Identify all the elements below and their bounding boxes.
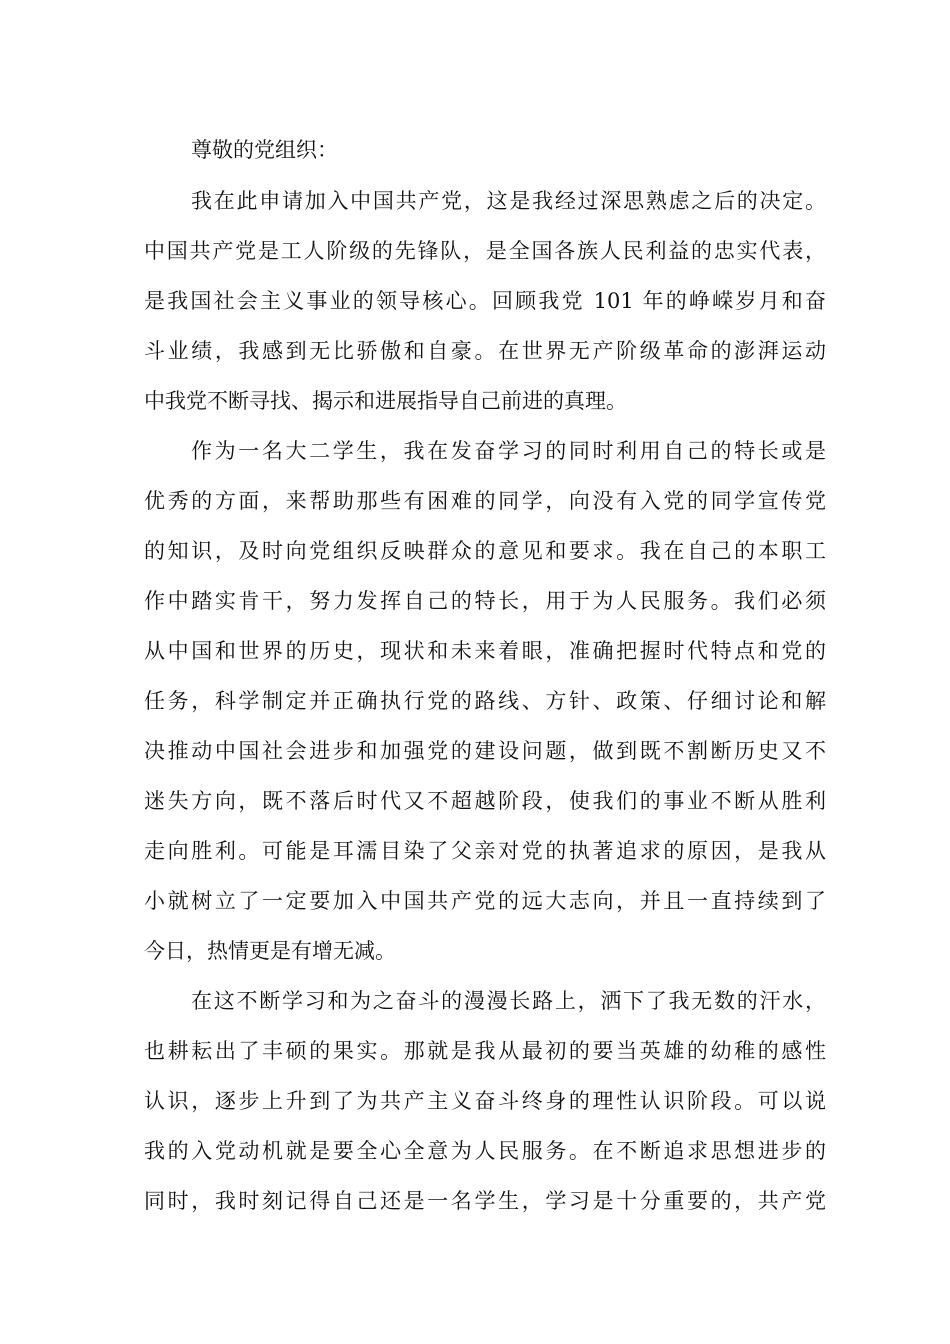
text-line: 也耕耘出了丰硕的果实。那就是我从最初的要当英雄的幼稚的感性 (144, 1039, 826, 1063)
text-line: 在这不断学习和为之奋斗的漫漫长路上，洒下了我无数的汗水， (191, 989, 826, 1013)
text-line: 作为一名大二学生，我在发奋学习的同时利用自己的特长或是 (191, 439, 826, 463)
text-line: 中国共产党是工人阶级的先锋队，是全国各族人民利益的忠实代表， (144, 239, 826, 263)
text-line: 我的入党动机就是要全心全意为人民服务。在不断追求思想进步的 (144, 1139, 826, 1163)
text-line: 迷失方向，既不落后时代又不超越阶段，使我们的事业不断从胜利 (144, 789, 826, 813)
text-line: 优秀的方面，来帮助那些有困难的同学，向没有入党的同学宣传党 (144, 489, 826, 513)
text-line: 任务，科学制定并正确执行党的路线、方针、政策、仔细讨论和解 (144, 689, 826, 713)
text-line: 走向胜利。可能是耳濡目染了父亲对党的执著追求的原因，是我从 (144, 839, 826, 863)
text-line: 中我党不断寻找、揭示和进展指导自己前进的真理。 (144, 389, 627, 413)
text-line: 决推动中国社会进步和加强党的建设问题，做到既不割断历史又不 (144, 739, 826, 763)
text-line: 斗业绩，我感到无比骄傲和自豪。在世界无产阶级革命的澎湃运动 (144, 339, 826, 363)
salutation: 尊敬的党组织： (191, 138, 338, 162)
text-line: 从中国和世界的历史，现状和未来着眼，准确把握时代特点和党的 (144, 639, 826, 663)
text-line: 认识，逐步上升到了为共产主义奋斗终身的理性认识阶段。可以说 (144, 1089, 826, 1113)
text-line: 的知识，及时向党组织反映群众的意见和要求。我在自己的本职工 (144, 539, 826, 563)
text-line: 我在此申请加入中国共产党，这是我经过深思熟虑之后的决定。 (191, 189, 826, 213)
text-line: 同时，我时刻记得自己还是一名学生，学习是十分重要的，共产党 (144, 1189, 826, 1213)
text-line: 今日，热情更是有增无减。 (144, 939, 396, 963)
text-line: 作中踏实肯干，努力发挥自己的特长，用于为人民服务。我们必须 (144, 589, 826, 613)
text-line: 小就树立了一定要加入中国共产党的远大志向，并且一直持续到了 (144, 889, 826, 913)
text-line: 是我国社会主义事业的领导核心。回顾我党 101 年的峥嵘岁月和奋 (144, 289, 826, 313)
